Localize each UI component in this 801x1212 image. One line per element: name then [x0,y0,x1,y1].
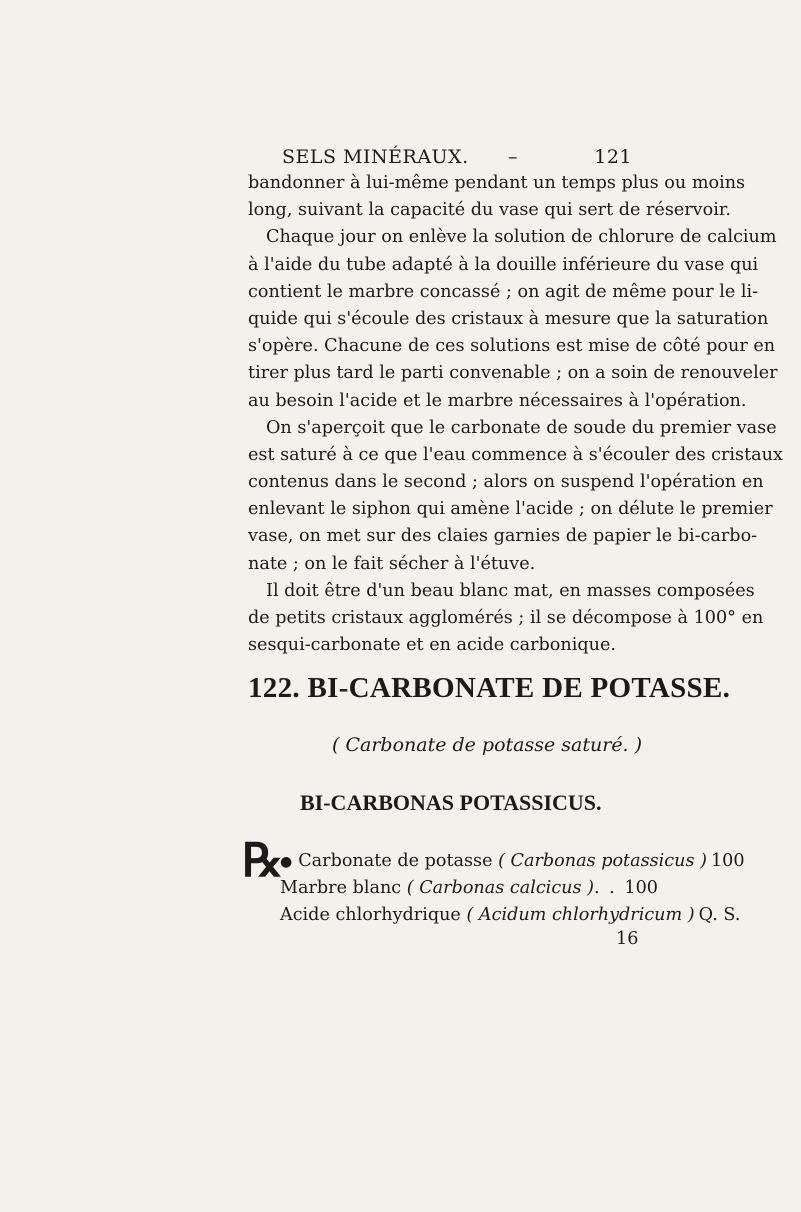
running-head-dash: – [508,146,518,168]
ingredient-name: Marbre blanc [280,878,402,898]
recipe-item [280,902,741,929]
recipe-item [280,875,658,902]
text-line: est saturé à ce que l'eau commence à s'écouler des cristaux [248,444,783,465]
ingredient-qty: Q. S. [698,905,741,925]
ingredient-qty: 100 [710,851,745,871]
bullet-icon: ● [280,854,293,870]
text-line: s'opère. Chacune de ces solutions est mise de côté pour en [248,336,776,357]
text-line: contient le marbre concassé ; on agit de même pour le li- [248,281,759,302]
text-line: à l'aide du tube adapté à la douille inférieure du vase qui [248,254,759,275]
ingredient-latin: ( Carbonas potassicus ) [498,851,707,871]
recipe-list [280,848,745,929]
text-line: long, suivant la capacité du vase qui sert de réservoir. [248,200,731,221]
body-text [248,170,783,659]
page-number: 121 [594,146,632,168]
section-heading: 122. BI-CARBONATE DE POTASSE. [248,672,731,704]
section-subtitle: ( Carbonate de potasse saturé. ) [332,734,643,756]
text-line: de petits cristaux agglomérés ; il se décompose à 100° en [248,608,764,628]
running-head [282,146,632,170]
text-line: sesqui-carbonate et en acide carbonique. [248,635,616,656]
text-line: On s'aperçoit que le carbonate de soude du premier vase [266,417,777,438]
ingredient-name: Carbonate de potasse [298,851,493,871]
recipe-symbol: ℞ [242,835,284,886]
running-head-title: SELS MINÉRAUX. [282,146,469,168]
text-line: tirer plus tard le parti convenable ; on a soin de renouveler [248,363,778,384]
text-line: enlevant le siphon qui amène l'acide ; on délute le premier [248,499,773,520]
ingredient-qty: 100 [624,878,658,898]
recipe-item [280,848,745,875]
text-line: au besoin l'acide et le marbre nécessaires à l'opération. [248,390,747,411]
text-line: Chaque jour on enlève la solution de chlorure de calcium [266,227,777,248]
text-line: quide qui s'écoule des cristaux à mesure que la saturation [248,308,769,329]
ingredient-name: Acide chlorhydrique [280,905,461,925]
text-line: bandonner à lui-même pendant un temps plus ou moins [248,173,746,193]
text-line: vase, on met sur des claies garnies de papier le bi-carbo- [248,526,758,547]
latin-name: BI-CARBONAS POTASSICUS. [300,790,602,815]
text-line: Il doit être d'un beau blanc mat, en masses composées [266,580,755,601]
text-line: contenus dans le second ; alors on suspend l'opération en [248,472,764,493]
text-line: nate ; on le fait sécher à l'étuve. [248,553,536,574]
dot-leader [594,875,620,902]
recipe-extra-qty: 16 [616,929,639,949]
ingredient-latin: ( Acidum chlorhydricum ) [466,905,695,925]
ingredient-latin: ( Carbonas calcicus ) [406,878,594,898]
